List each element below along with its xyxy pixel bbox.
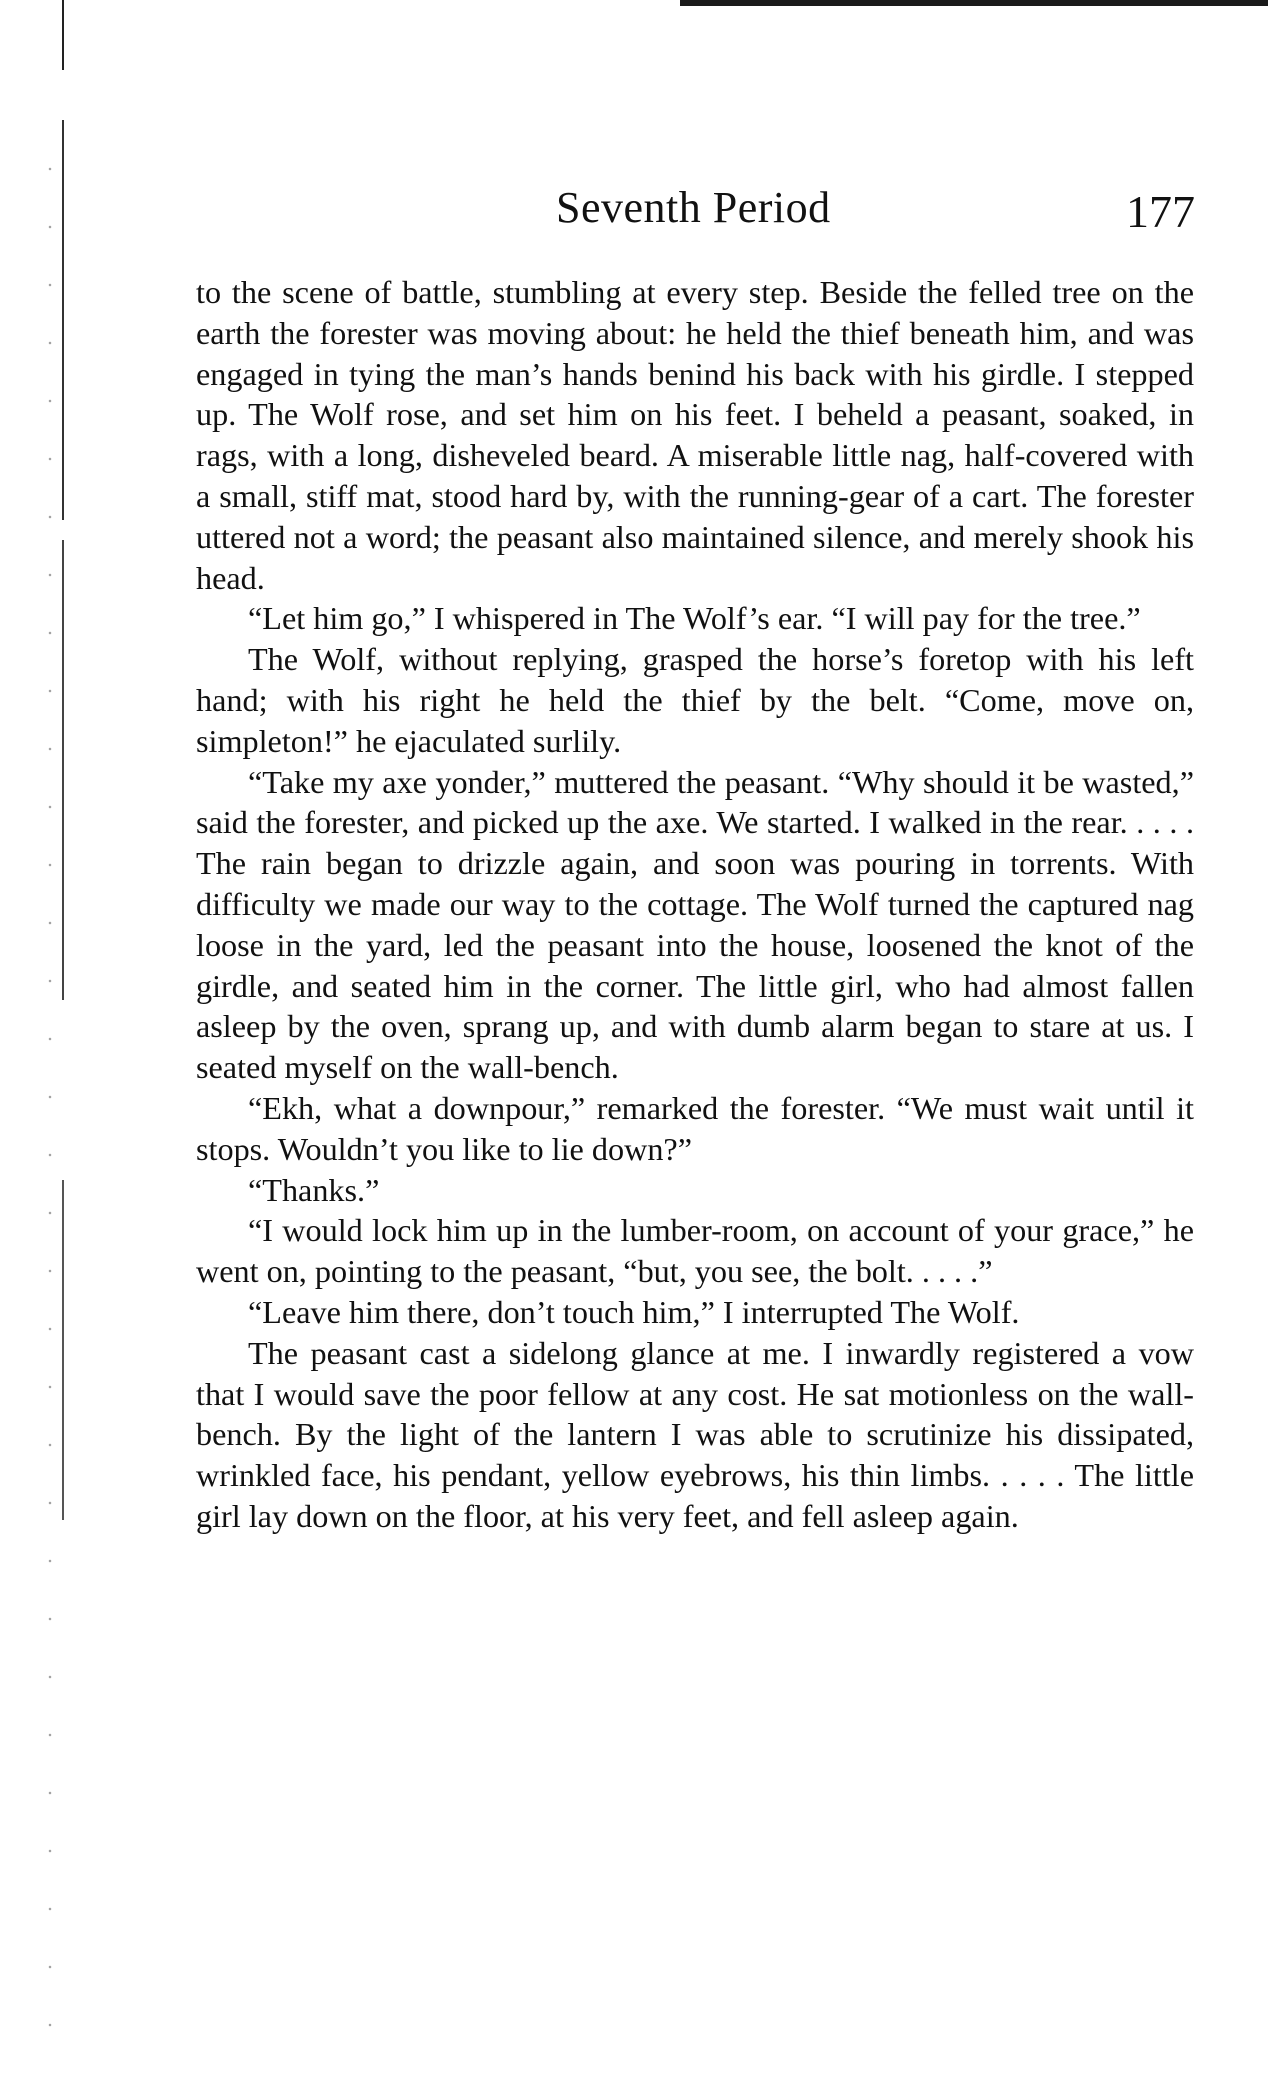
- paragraph-2: “Let him go,” I whispered in The Wolf’s ear. “I will pay for the tree.”: [248, 600, 1141, 637]
- page-number: 177: [1126, 186, 1195, 237]
- paragraph-9: The peasant cast a sidelong glance at me. I inwardly registered a vow that I would save the poor fellow at any cost. He sat motionless on the wall-bench. By the light of the lantern I was able to scrutinize his dissipated, wrinkled face, his pendant, yellow eyebrows, his thin limbs. . . . . The little girl lay down on the floor, at his very feet, and fell asleep again.: [196, 1334, 1194, 1534]
- paragraph-3: The Wolf, without replying, grasped the horse’s foretop with his left hand; with his right he held the thief by the belt. “Come, move on, simpleton!” he ejaculated surlily.: [196, 641, 1194, 759]
- paragraph-1: to the scene of battle, stumbling at every step. Beside the felled tree on the earth the forester was moving about: he held the thief beneath him, and was engaged in tying the man’s hands benind his back with his girdle. I stepped up. The Wolf rose, and set him on his feet. I beheld a peasant, soaked, in rags, with a long, disheveled beard. A miserable little nag, half-covered with a small, stiff mat, stood hard by, with the running-gear of a cart. The forester uttered not a word; the peasant also maintained silence, and merely shook his head.: [196, 274, 1194, 596]
- running-head: [0, 178, 1268, 238]
- paragraph-4: “Take my axe yonder,” muttered the peasant. “Why should it be wasted,” said the forester, and picked up the axe. We started. I walked in the rear. . . . . The rain began to drizzle again, and soon was pouring in torrents. With difficulty we made our way to the cottage. The Wolf turned the captured nag loose in the yard, led the peasant into the house, loosened the knot of the girdle, and seated him in the corner. The little girl, who had almost fallen asleep by the oven, sprang up, and with dumb alarm began to stare at us. I seated myself on the wall-bench.: [196, 763, 1194, 1086]
- paragraph-6: “Thanks.”: [248, 1171, 380, 1208]
- paragraph-5: “Ekh, what a downpour,” remarked the forester. “We must wait until it stops. Wouldn’t you like to lie down?”: [196, 1089, 1194, 1167]
- body-text: [196, 272, 1194, 1537]
- top-edge-rule: [680, 0, 1268, 6]
- binding-gutter-marks: [40, 140, 60, 2040]
- paragraph-8: “Leave him there, don’t touch him,” I interrupted The Wolf.: [248, 1293, 1020, 1330]
- running-title: Seventh Period: [556, 183, 831, 232]
- paragraph-7: “I would lock him up in the lumber-room, on account of your grace,” he went on, pointing to the peasant, “but, you see, the bolt. . . . .”: [196, 1212, 1194, 1290]
